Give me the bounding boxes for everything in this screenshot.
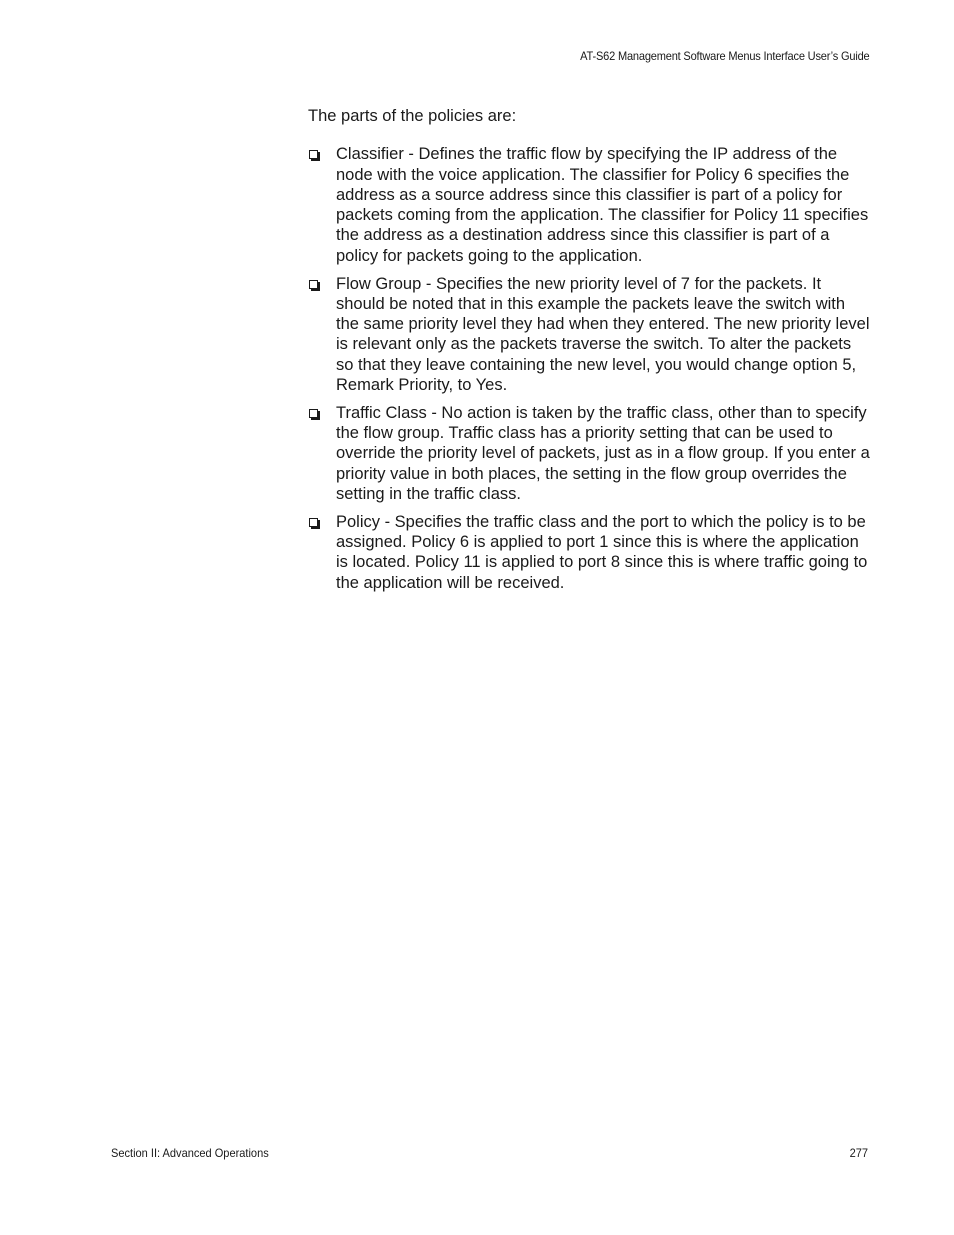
list-item-text: Flow Group - Specifies the new priority level of 7 for the packets. It should be noted that in this example the packets leave the switch with the same priority level they had when they entered. The new priority level is relevant only as the packets traverse the switch. To alter the packets so that they leave containing the new level, you would change option 5, Remark Priority, to Yes. <box>336 274 870 395</box>
list-item-classifier <box>308 144 870 266</box>
page-number: 277 <box>849 1146 868 1160</box>
list-item-text: Classifier - Defines the traffic flow by specifying the IP address of the node with the voice application. The classifier for Policy 6 specifies the address as a source address since this classifier is part of a policy for packets coming from the application. The classifier for Policy 11 specifies the address as a destination address since this classifier is part of a policy for packets going to the application. <box>336 145 869 265</box>
footer-section-title: Section II: Advanced Operations <box>111 1146 269 1160</box>
page-content <box>308 106 870 601</box>
checkbox-bullet-icon <box>309 518 318 527</box>
list-item-traffic-class <box>308 403 870 504</box>
list-item-text: Traffic Class - No action is taken by the traffic class, other than to specify the flow group. Traffic class has a priority setting that can be used to override the priority level of packets, just as in a flow group. If you enter a priority value in both places, the setting in the flow group overrides the setting in the traffic class. <box>336 403 870 504</box>
list-item-policy <box>308 512 870 593</box>
checkbox-bullet-icon <box>309 280 318 289</box>
checkbox-bullet-icon <box>309 150 318 159</box>
checkbox-bullet-icon <box>309 409 318 418</box>
running-header: AT-S62 Management Software Menus Interface User’s Guide <box>579 49 869 63</box>
intro-paragraph: The parts of the policies are: <box>308 107 517 125</box>
policy-parts-list <box>308 144 870 593</box>
list-item-text: Policy - Specifies the traffic class and the port to which the policy is to be assigned. Policy 6 is applied to port 1 since this is where the application is located. Policy 11 is applied to port 8 since this is where traffic going to the application will be received. <box>336 512 868 592</box>
list-item-flow-group <box>308 274 870 396</box>
